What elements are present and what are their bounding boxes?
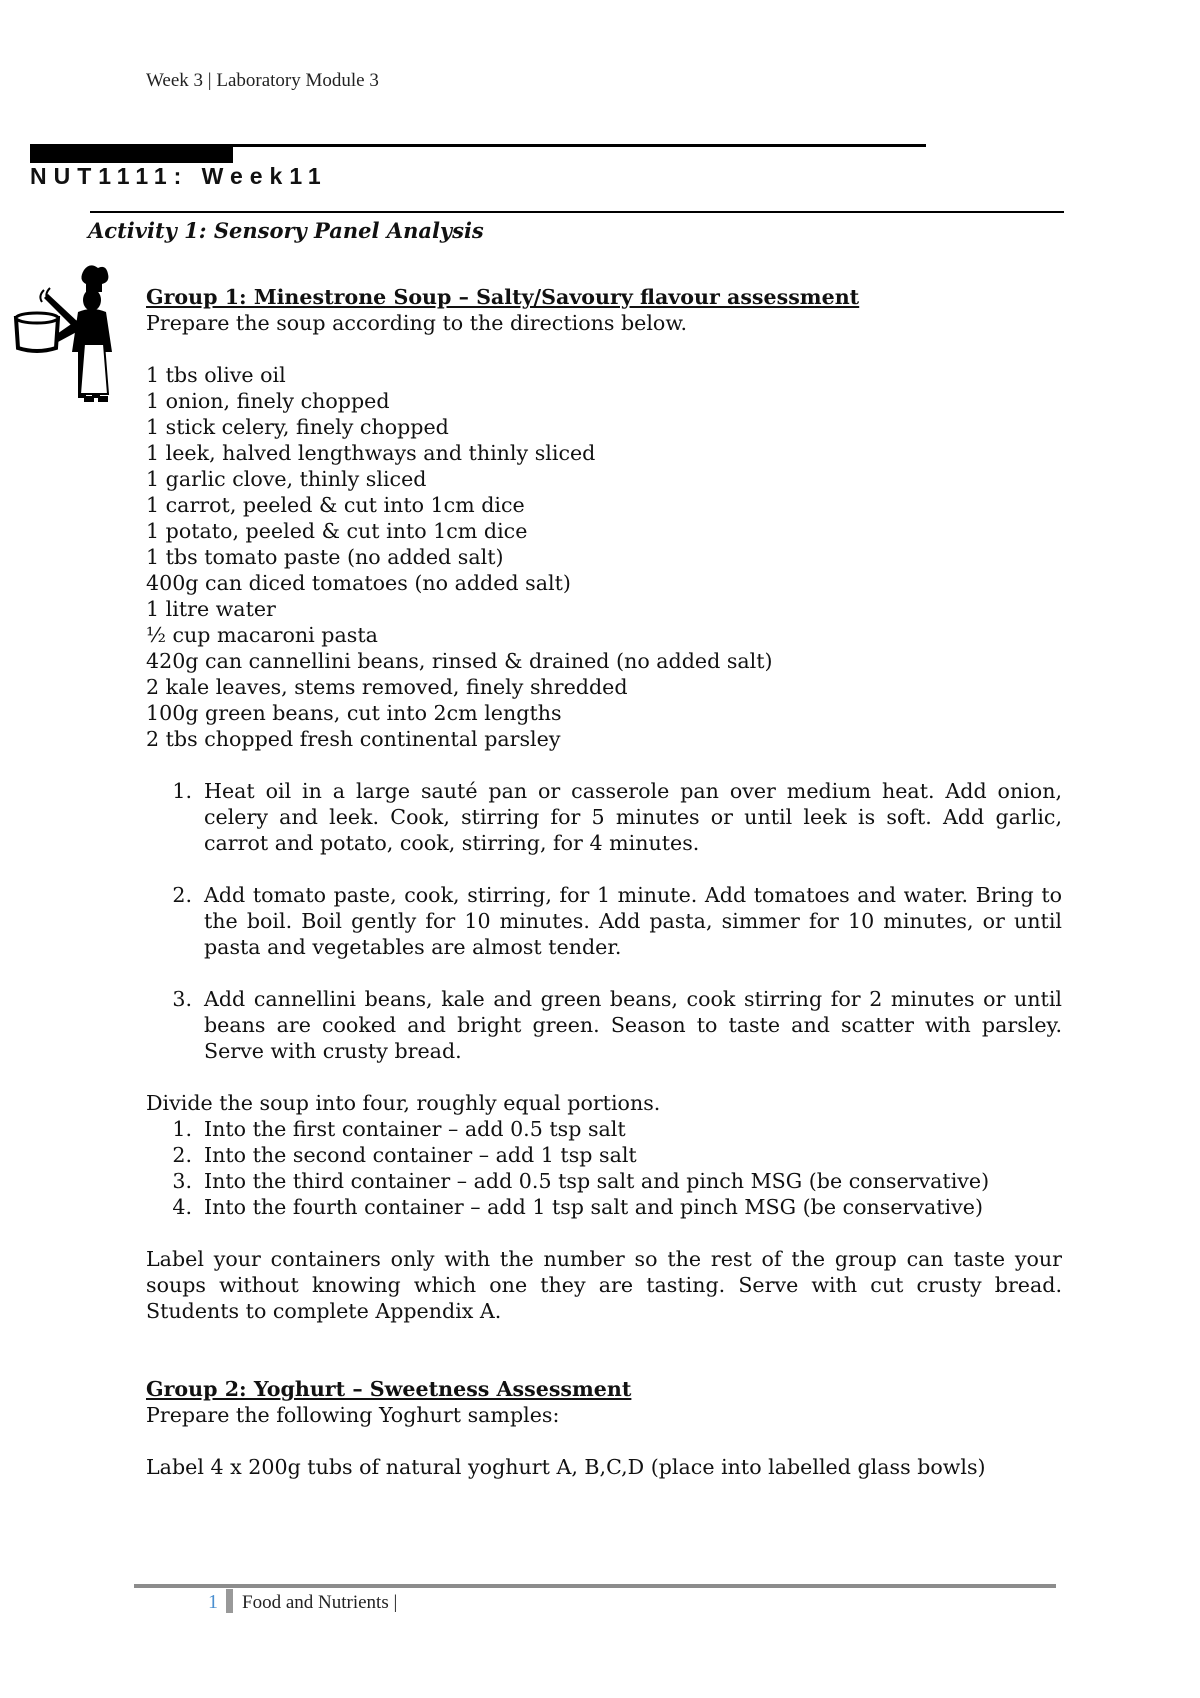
document-body (146, 284, 1062, 1480)
label-note: Label your containers only with the number so the rest of the group can taste your soups without knowing which one they are tasting. Serve with cut crusty bread. Students to complete Appendix A. (146, 1247, 1062, 1323)
ingredient: 100g green beans, cut into 2cm lengths (146, 701, 562, 725)
ingredient: 1 garlic clove, thinly sliced (146, 467, 427, 491)
item-number: 3. (172, 1169, 192, 1193)
item-text: Into the fourth container – add 1 tsp salt and pinch MSG (be conservative) (204, 1195, 984, 1219)
ingredient: 2 kale leaves, stems removed, finely shredded (146, 675, 628, 699)
footer-rule (134, 1584, 1056, 1588)
ingredient: 1 tbs tomato paste (no added salt) (146, 545, 504, 569)
group2-label-line: Label 4 x 200g tubs of natural yoghurt A, B,C,D (place into labelled glass bowls) (146, 1455, 986, 1479)
ingredient: ½ cup macaroni pasta (146, 623, 378, 647)
footer-text: Food and Nutrients | (242, 1592, 398, 1613)
method-step (146, 882, 1062, 960)
step-number: 3. (172, 987, 192, 1011)
item-text: Into the third container – add 0.5 tsp salt and pinch MSG (be conservative) (204, 1169, 990, 1193)
page-title: NUT1111: Week11 (30, 163, 328, 189)
item-number: 1. (172, 1117, 192, 1141)
group2-heading: Group 2: Yoghurt – Sweetness Assessment (146, 1377, 632, 1401)
ingredient: 1 potato, peeled & cut into 1cm dice (146, 519, 528, 543)
step-text: Add tomato paste, cook, stirring, for 1 minute. Add tomatoes and water. Bring to the boil. Boil gently for 10 minutes. Add pasta, simmer for 10 minutes, or until pasta and vegetables are almost tender. (204, 883, 1062, 959)
group1-heading: Group 1: Minestrone Soup – Salty/Savoury flavour assessment (146, 285, 860, 309)
group1-intro: Prepare the soup according to the directions below. (146, 311, 688, 335)
ingredient: 1 litre water (146, 597, 276, 621)
step-text: Heat oil in a large sauté pan or casserole pan over medium heat. Add onion, celery and leek. Cook, stirring for 5 minutes or until leek is soft. Add garlic, carrot and potato, cook, stirring, for 4 minutes. (204, 779, 1062, 855)
header-accent-bar (30, 145, 233, 163)
ingredient: 1 leek, halved lengthways and thinly sliced (146, 441, 596, 465)
method-step (146, 778, 1062, 856)
item-number: 2. (172, 1143, 192, 1167)
ingredient: 2 tbs chopped fresh continental parsley (146, 727, 561, 751)
divide-intro: Divide the soup into four, roughly equal portions. (146, 1091, 661, 1115)
ingredient: 400g can diced tomatoes (no added salt) (146, 571, 571, 595)
ingredient: 1 onion, finely chopped (146, 389, 390, 413)
ingredient: 1 stick celery, finely chopped (146, 415, 449, 439)
ingredient: 1 carrot, peeled & cut into 1cm dice (146, 493, 525, 517)
ingredient: 420g can cannellini beans, rinsed & drained (no added salt) (146, 649, 773, 673)
container-item (146, 1168, 1062, 1194)
step-text: Add cannellini beans, kale and green beans, cook stirring for 2 minutes or until beans are cooked and bright green. Season to taste and scatter with parsley. Serve with crusty bread. (204, 987, 1062, 1063)
method-steps (146, 778, 1062, 1064)
chef-icon (12, 262, 118, 408)
container-list (146, 1116, 1062, 1220)
item-text: Into the first container – add 0.5 tsp salt (204, 1117, 626, 1141)
activity-title: Activity 1: Sensory Panel Analysis (88, 218, 484, 243)
container-item (146, 1116, 1062, 1142)
ingredient: 1 tbs olive oil (146, 363, 286, 387)
container-item (146, 1194, 1062, 1220)
footer-separator (226, 1589, 233, 1613)
group2-intro: Prepare the following Yoghurt samples: (146, 1403, 560, 1427)
method-step (146, 986, 1062, 1064)
page-number: 1 (208, 1591, 218, 1613)
step-number: 2. (172, 883, 192, 907)
ingredients-list (146, 362, 1062, 752)
title-rule (90, 211, 1064, 213)
container-item (146, 1142, 1062, 1168)
step-number: 1. (172, 779, 192, 803)
item-number: 4. (172, 1195, 192, 1219)
item-text: Into the second container – add 1 tsp salt (204, 1143, 637, 1167)
running-header: Week 3 | Laboratory Module 3 (146, 70, 379, 91)
